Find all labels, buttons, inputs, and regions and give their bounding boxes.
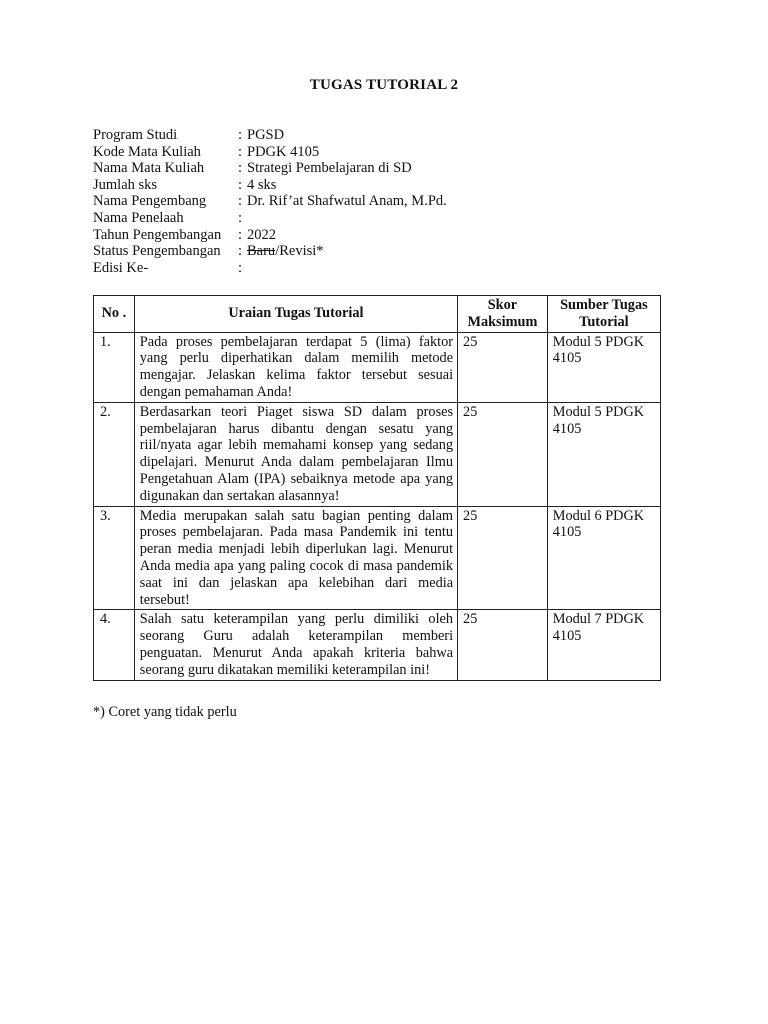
info-label: Edisi Ke- (93, 259, 149, 276)
struck-option: Baru (247, 243, 276, 260)
task-source: Modul 5 PDGK 4105 (547, 402, 660, 506)
info-row-status-pengembangan (93, 243, 447, 260)
table-row (94, 506, 661, 610)
task-source: Modul 5 PDGK 4105 (547, 332, 660, 402)
info-value: 2022 (247, 226, 276, 243)
info-row-tahun-pengembangan (93, 227, 447, 244)
task-description: Pada proses pembelajaran terdapat 5 (lima) faktor yang perlu diperhatikan dalam memilih metode mengajar. Jelaskan kelima faktor tersebut sesuai dengan pemahaman Anda! (134, 332, 457, 402)
task-source: Modul 6 PDGK 4105 (547, 506, 660, 610)
info-label: Tahun Pengembangan (93, 226, 222, 243)
course-info (93, 127, 447, 276)
info-row-jumlah-sks (93, 177, 447, 194)
task-table (93, 295, 661, 681)
task-score: 25 (458, 402, 548, 506)
task-score: 25 (458, 610, 548, 680)
info-label: Jumlah sks (93, 176, 158, 193)
info-row-kode-mata-kuliah (93, 144, 447, 161)
row-number: 2. (94, 402, 135, 506)
info-colon: : (238, 193, 243, 210)
info-colon: : (238, 160, 243, 177)
header-score: Skor Maksimum (458, 296, 548, 333)
footnote: *) Coret yang tidak perlu (93, 704, 237, 720)
header-source: Sumber Tugas Tutorial (547, 296, 660, 333)
table-header-row (94, 296, 661, 333)
table-row (94, 610, 661, 680)
info-row-nama-penelaah (93, 210, 447, 227)
info-value (247, 243, 324, 260)
info-row-edisi (93, 260, 447, 277)
task-description: Salah satu keterampilan yang perlu dimiliki oleh seorang Guru adalah keterampilan memberi penguatan. Menurut Anda apakah kriteria bahwa seorang guru dikatakan memiliki keterampilan ini! (134, 610, 457, 680)
info-label: Nama Mata Kuliah (93, 160, 205, 177)
table-row (94, 402, 661, 506)
task-score: 25 (458, 506, 548, 610)
row-number: 3. (94, 506, 135, 610)
info-value: Dr. Rif’at Shafwatul Anam, M.Pd. (247, 193, 447, 210)
info-colon: : (238, 143, 243, 160)
remaining-option: /Revisi* (275, 243, 324, 260)
info-label: Nama Pengembang (93, 193, 207, 210)
info-label: Kode Mata Kuliah (93, 143, 201, 160)
header-no: No . (94, 296, 135, 333)
info-row-program-studi (93, 127, 447, 144)
info-colon: : (238, 209, 243, 226)
info-colon: : (238, 176, 243, 193)
info-value: 4 sks (247, 176, 277, 193)
header-description: Uraian Tugas Tutorial (134, 296, 457, 333)
task-source: Modul 7 PDGK 4105 (547, 610, 660, 680)
info-colon: : (238, 226, 243, 243)
info-row-nama-pengembang (93, 193, 447, 210)
task-description: Berdasarkan teori Piaget siswa SD dalam proses pembelajaran harus dibantu dengan sesatu yang riil/nyata agar lebih memahami konsep yang sedang dipelajari. Menurut Anda dalam pembelajaran Ilmu Pengetahuan Alam (IPA) sebaiknya metode apa yang digunakan dan sertakan alasannya! (134, 402, 457, 506)
info-value: Strategi Pembelajaran di SD (247, 160, 412, 177)
task-score: 25 (458, 332, 548, 402)
info-value: PGSD (247, 127, 285, 143)
row-number: 4. (94, 610, 135, 680)
info-label: Status Pengembangan (93, 243, 221, 260)
info-label: Program Studi (93, 127, 178, 143)
info-colon: : (238, 259, 243, 276)
info-colon: : (238, 243, 243, 260)
info-label: Nama Penelaah (93, 209, 184, 226)
row-number: 1. (94, 332, 135, 402)
info-row-nama-mata-kuliah (93, 160, 447, 177)
table-row (94, 332, 661, 402)
info-value: PDGK 4105 (247, 143, 320, 160)
document-title: TUGAS TUTORIAL 2 (309, 77, 459, 93)
info-colon: : (238, 127, 243, 143)
task-description: Media merupakan salah satu bagian penting dalam proses pembelajaran. Pada masa Pandemik ini tentu peran media menjadi lebih diperlukan lagi. Menurut Anda media apa yang paling cocok di masa pandemik saat ini dan jelaskan apa kelebihan dari media tersebut! (134, 506, 457, 610)
